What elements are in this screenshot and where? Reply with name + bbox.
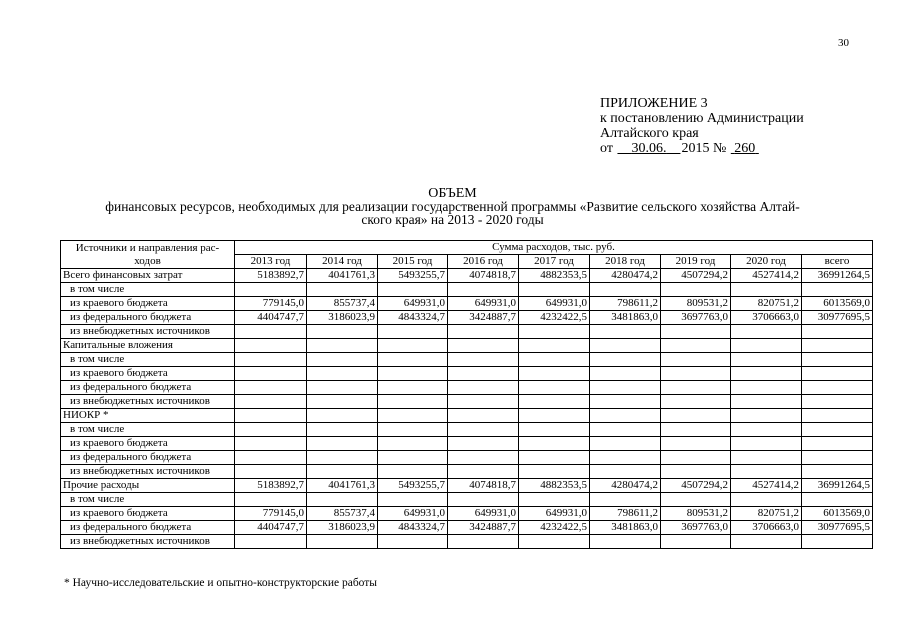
value-cell <box>235 381 307 395</box>
value-cell: 809531,2 <box>661 507 731 521</box>
value-cell <box>307 465 378 479</box>
value-cell <box>661 493 731 507</box>
value-cell <box>802 437 873 451</box>
value-cell <box>235 423 307 437</box>
value-cell <box>378 451 448 465</box>
value-cell: 649931,0 <box>378 507 448 521</box>
table-row <box>61 269 873 283</box>
value-cell <box>731 465 802 479</box>
value-cell <box>235 409 307 423</box>
value-cell: 3481863,0 <box>590 521 661 535</box>
value-cell: 649931,0 <box>378 297 448 311</box>
value-cell <box>307 395 378 409</box>
header-year-cell: 2014 год <box>307 255 378 269</box>
table-row <box>61 451 873 465</box>
value-cell: 798611,2 <box>590 507 661 521</box>
value-cell <box>802 535 873 549</box>
value-cell <box>731 493 802 507</box>
value-cell: 4404747,7 <box>235 311 307 325</box>
appendix-resolution-line: к постановлению Администрации <box>600 111 804 126</box>
finance-table <box>60 240 873 549</box>
value-cell <box>307 437 378 451</box>
table-row <box>61 367 873 381</box>
value-cell <box>519 437 590 451</box>
value-cell <box>590 493 661 507</box>
value-cell <box>307 409 378 423</box>
value-cell: 5183892,7 <box>235 269 307 283</box>
value-cell <box>448 437 519 451</box>
value-cell: 4074818,7 <box>448 269 519 283</box>
header-year-cell: 2017 год <box>519 255 590 269</box>
value-cell <box>448 395 519 409</box>
number-sign: № <box>712 141 727 156</box>
value-cell <box>519 451 590 465</box>
value-cell <box>661 423 731 437</box>
value-cell: 3186023,9 <box>307 311 378 325</box>
row-label: из краевого бюджета <box>61 437 235 451</box>
value-cell <box>307 353 378 367</box>
value-cell: 649931,0 <box>519 297 590 311</box>
value-cell <box>661 339 731 353</box>
value-cell: 4882353,5 <box>519 269 590 283</box>
value-cell <box>519 353 590 367</box>
row-label: в том числе <box>61 353 235 367</box>
table-row <box>61 297 873 311</box>
table-row <box>61 339 873 353</box>
table-row <box>61 493 873 507</box>
value-cell: 649931,0 <box>519 507 590 521</box>
header-year-cell: всего <box>802 255 873 269</box>
table-row <box>61 465 873 479</box>
value-cell <box>378 381 448 395</box>
table-row <box>61 409 873 423</box>
value-cell <box>519 409 590 423</box>
value-cell <box>235 465 307 479</box>
value-cell <box>307 535 378 549</box>
value-cell <box>661 409 731 423</box>
header-year-cell: 2019 год <box>661 255 731 269</box>
value-cell <box>378 339 448 353</box>
value-cell <box>235 339 307 353</box>
value-cell <box>448 423 519 437</box>
value-cell <box>519 283 590 297</box>
value-cell <box>448 409 519 423</box>
value-cell <box>235 367 307 381</box>
value-cell: 4527414,2 <box>731 479 802 493</box>
value-cell <box>590 367 661 381</box>
value-cell <box>731 353 802 367</box>
table-row <box>61 311 873 325</box>
row-label: из федерального бюджета <box>61 311 235 325</box>
row-label: из внебюджетных источников <box>61 325 235 339</box>
value-cell <box>378 283 448 297</box>
value-cell <box>661 325 731 339</box>
date-prefix: от <box>600 141 613 156</box>
table-row <box>61 479 873 493</box>
table-row <box>61 423 873 437</box>
value-cell <box>235 493 307 507</box>
value-cell <box>661 451 731 465</box>
value-cell: 4074818,7 <box>448 479 519 493</box>
value-cell <box>378 535 448 549</box>
value-cell <box>802 283 873 297</box>
value-cell <box>731 283 802 297</box>
value-cell <box>590 423 661 437</box>
value-cell: 4527414,2 <box>731 269 802 283</box>
value-cell <box>731 395 802 409</box>
value-cell <box>661 437 731 451</box>
value-cell <box>378 437 448 451</box>
value-cell <box>448 353 519 367</box>
resolution-number: 260 <box>734 141 756 156</box>
value-cell <box>448 493 519 507</box>
value-cell: 36991264,5 <box>802 479 873 493</box>
value-cell: 4507294,2 <box>661 269 731 283</box>
value-cell <box>802 381 873 395</box>
value-cell <box>731 339 802 353</box>
value-cell <box>590 535 661 549</box>
value-cell: 3697763,0 <box>661 311 731 325</box>
title-line-3: ского края» на 2013 - 2020 годы <box>361 212 544 227</box>
appendix-region-line: Алтайского края <box>600 126 699 141</box>
value-cell <box>307 367 378 381</box>
value-cell <box>731 423 802 437</box>
value-cell: 4280474,2 <box>590 479 661 493</box>
row-label: Капитальные вложения <box>61 339 235 353</box>
value-cell <box>731 381 802 395</box>
header-row-1 <box>61 241 873 255</box>
value-cell: 5493255,7 <box>378 479 448 493</box>
row-label: из краевого бюджета <box>61 297 235 311</box>
value-cell: 3697763,0 <box>661 521 731 535</box>
value-cell <box>590 325 661 339</box>
value-cell: 4280474,2 <box>590 269 661 283</box>
value-cell: 5493255,7 <box>378 269 448 283</box>
value-cell <box>731 535 802 549</box>
value-cell <box>731 437 802 451</box>
value-cell: 30977695,5 <box>802 311 873 325</box>
value-cell <box>307 493 378 507</box>
value-cell: 5183892,7 <box>235 479 307 493</box>
value-cell <box>307 325 378 339</box>
header-year-cell: 2020 год <box>731 255 802 269</box>
value-cell <box>448 339 519 353</box>
value-cell <box>378 423 448 437</box>
footnote: * Научно-исследовательские и опытно-конструкторские работы <box>64 577 378 589</box>
value-cell <box>731 325 802 339</box>
value-cell: 3706663,0 <box>731 311 802 325</box>
row-label: из федерального бюджета <box>61 451 235 465</box>
value-cell <box>590 451 661 465</box>
title-line-2: финансовых ресурсов, необходимых для реализации государственной программы «Развитие сельского хозяйства Алтай- <box>105 199 800 214</box>
header-year-cell: 2018 год <box>590 255 661 269</box>
value-cell <box>519 465 590 479</box>
value-cell <box>448 381 519 395</box>
value-cell <box>448 535 519 549</box>
row-label: из краевого бюджета <box>61 367 235 381</box>
value-cell <box>802 423 873 437</box>
header-year-cell: 2016 год <box>448 255 519 269</box>
value-cell <box>519 339 590 353</box>
value-cell: 6013569,0 <box>802 297 873 311</box>
row-label: в том числе <box>61 493 235 507</box>
value-cell <box>661 465 731 479</box>
table-row <box>61 283 873 297</box>
value-cell <box>378 353 448 367</box>
value-cell: 779145,0 <box>235 507 307 521</box>
value-cell <box>448 451 519 465</box>
value-cell: 855737,4 <box>307 507 378 521</box>
value-cell: 820751,2 <box>731 507 802 521</box>
row-label: из внебюджетных источников <box>61 535 235 549</box>
table-row <box>61 535 873 549</box>
value-cell <box>235 535 307 549</box>
value-cell <box>802 493 873 507</box>
date-value: 30.06. <box>631 141 667 156</box>
value-cell <box>448 325 519 339</box>
value-cell: 4041761,3 <box>307 269 378 283</box>
value-cell: 4843324,7 <box>378 311 448 325</box>
value-cell: 649931,0 <box>448 297 519 311</box>
appendix-date-line <box>600 141 804 156</box>
value-cell: 3481863,0 <box>590 311 661 325</box>
value-cell <box>731 451 802 465</box>
value-cell <box>378 367 448 381</box>
value-cell <box>519 535 590 549</box>
value-cell <box>519 493 590 507</box>
value-cell: 30977695,5 <box>802 521 873 535</box>
value-cell <box>307 451 378 465</box>
value-cell <box>661 283 731 297</box>
value-cell <box>519 325 590 339</box>
date-year: 2015 <box>681 141 710 156</box>
value-cell: 3424887,7 <box>448 311 519 325</box>
value-cell <box>802 367 873 381</box>
value-cell <box>519 395 590 409</box>
value-cell <box>235 325 307 339</box>
value-cell: 855737,4 <box>307 297 378 311</box>
title-line-1: ОБЪЕМ <box>428 186 477 201</box>
row-label: из федерального бюджета <box>61 521 235 535</box>
value-cell <box>590 339 661 353</box>
table-row <box>61 521 873 535</box>
value-cell: 3424887,7 <box>448 521 519 535</box>
value-cell <box>519 381 590 395</box>
header-year-cell: 2013 год <box>235 255 307 269</box>
value-cell <box>235 395 307 409</box>
value-cell <box>235 437 307 451</box>
value-cell <box>378 409 448 423</box>
value-cell <box>731 409 802 423</box>
value-cell <box>661 381 731 395</box>
value-cell: 820751,2 <box>731 297 802 311</box>
row-label: в том числе <box>61 283 235 297</box>
value-cell <box>802 409 873 423</box>
value-cell <box>590 353 661 367</box>
value-cell <box>802 339 873 353</box>
row-label: из краевого бюджета <box>61 507 235 521</box>
value-cell <box>590 381 661 395</box>
value-cell: 3186023,9 <box>307 521 378 535</box>
value-cell: 4507294,2 <box>661 479 731 493</box>
value-cell: 4404747,7 <box>235 521 307 535</box>
table-row <box>61 381 873 395</box>
document-title <box>40 187 865 226</box>
header-year-cell: 2015 год <box>378 255 448 269</box>
row-label: из внебюджетных источников <box>61 465 235 479</box>
row-label: Всего финансовых затрат <box>61 269 235 283</box>
value-cell <box>661 367 731 381</box>
value-cell <box>661 353 731 367</box>
value-cell <box>590 283 661 297</box>
value-cell <box>378 465 448 479</box>
value-cell <box>802 451 873 465</box>
row-label: Прочие расходы <box>61 479 235 493</box>
value-cell <box>307 283 378 297</box>
value-cell <box>590 465 661 479</box>
value-cell <box>448 283 519 297</box>
value-cell <box>590 409 661 423</box>
value-cell <box>448 465 519 479</box>
value-cell: 4882353,5 <box>519 479 590 493</box>
value-cell: 809531,2 <box>661 297 731 311</box>
header-sum: Сумма расходов, тыс. руб. <box>235 241 873 255</box>
table-row <box>61 325 873 339</box>
value-cell <box>802 353 873 367</box>
value-cell <box>307 339 378 353</box>
value-cell <box>661 535 731 549</box>
value-cell <box>378 325 448 339</box>
header-source: Источники и направления рас-ходов <box>61 241 235 269</box>
value-cell: 6013569,0 <box>802 507 873 521</box>
value-cell <box>307 423 378 437</box>
value-cell <box>378 395 448 409</box>
value-cell: 4041761,3 <box>307 479 378 493</box>
value-cell: 4232422,5 <box>519 521 590 535</box>
value-cell <box>802 395 873 409</box>
value-cell: 649931,0 <box>448 507 519 521</box>
value-cell <box>519 367 590 381</box>
row-label: в том числе <box>61 423 235 437</box>
table-row <box>61 395 873 409</box>
value-cell <box>731 367 802 381</box>
value-cell: 798611,2 <box>590 297 661 311</box>
value-cell: 779145,0 <box>235 297 307 311</box>
row-label: из федерального бюджета <box>61 381 235 395</box>
row-label: НИОКР * <box>61 409 235 423</box>
value-cell <box>235 353 307 367</box>
table-row <box>61 353 873 367</box>
table-row <box>61 437 873 451</box>
value-cell <box>448 367 519 381</box>
value-cell: 3706663,0 <box>731 521 802 535</box>
row-label: из внебюджетных источников <box>61 395 235 409</box>
value-cell: 4232422,5 <box>519 311 590 325</box>
value-cell <box>378 493 448 507</box>
table-row <box>61 507 873 521</box>
value-cell <box>235 451 307 465</box>
appendix-title: ПРИЛОЖЕНИЕ 3 <box>600 96 708 111</box>
value-cell <box>802 465 873 479</box>
value-cell <box>802 325 873 339</box>
value-cell <box>519 423 590 437</box>
value-cell <box>590 395 661 409</box>
value-cell <box>661 395 731 409</box>
appendix-header <box>600 96 804 156</box>
value-cell <box>590 437 661 451</box>
value-cell <box>235 283 307 297</box>
value-cell <box>307 381 378 395</box>
value-cell: 4843324,7 <box>378 521 448 535</box>
page-number: 30 <box>838 37 849 49</box>
value-cell: 36991264,5 <box>802 269 873 283</box>
